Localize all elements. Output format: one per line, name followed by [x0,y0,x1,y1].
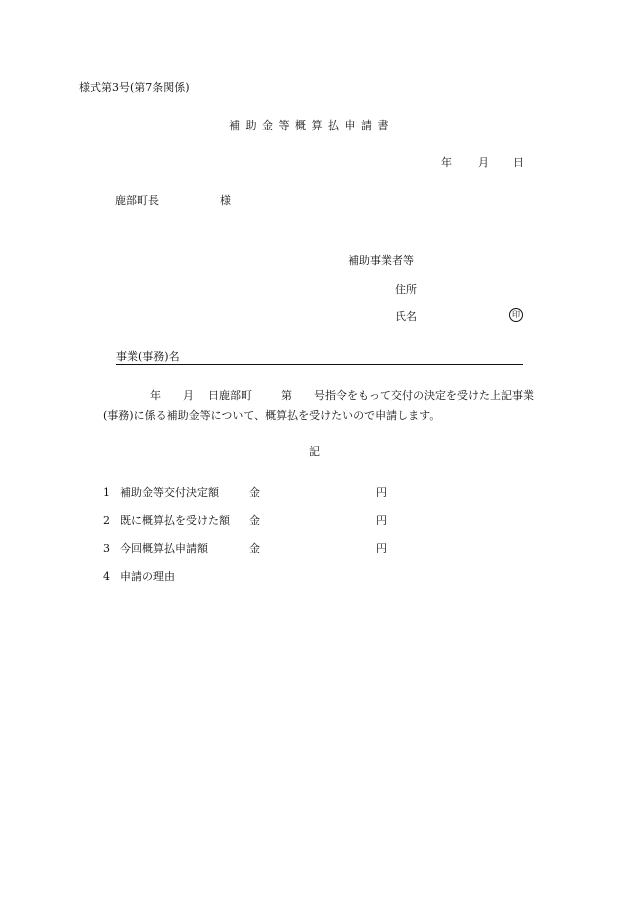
item-kin: 金 [249,542,260,555]
project-name-label: 事業(事務)名 [116,350,180,363]
item-kin: 金 [249,514,260,527]
addressee-name: 鹿部町長 [115,194,159,207]
body-text-line-2: (事務)に係る補助金等について、概算払を受けたいので申請します。 [103,409,441,422]
body-month: 月 [183,389,194,402]
body-number-prefix: 第 [281,389,292,402]
applicant-heading: 補助事業者等 [348,254,414,267]
item-en: 円 [376,542,387,555]
item-en: 円 [376,514,387,527]
item-number: 2 [103,514,110,527]
date-month-label: 月 [478,156,489,169]
seal-icon: 印 [509,308,523,322]
body-line1-rest: 号指令をもって交付の決定を受けた上記事業 [314,389,534,402]
name-label: 氏名 [395,310,417,323]
item-label: 既に概算払を受けた額 [120,514,230,527]
item-number: 3 [103,542,110,555]
body-year: 年 [150,389,161,402]
form-number: 様式第3号(第7条関係) [79,81,190,94]
item-label: 補助金等交付決定額 [120,486,219,499]
item-label: 今回概算払申請額 [120,542,208,555]
item-number: 1 [103,486,110,499]
item-label: 申請の理由 [120,570,175,583]
ki-heading: 記 [309,445,320,458]
address-label: 住所 [395,283,417,296]
document-title: 補助金等概算払申請書 [229,119,394,132]
addressee-honorific: 様 [220,194,231,207]
item-number: 4 [103,570,110,583]
item-kin: 金 [249,486,260,499]
date-day-label: 日 [513,156,524,169]
date-year-label: 年 [441,156,452,169]
item-en: 円 [376,486,387,499]
project-name-underline [116,364,523,365]
body-day-town: 日鹿部町 [208,389,252,402]
